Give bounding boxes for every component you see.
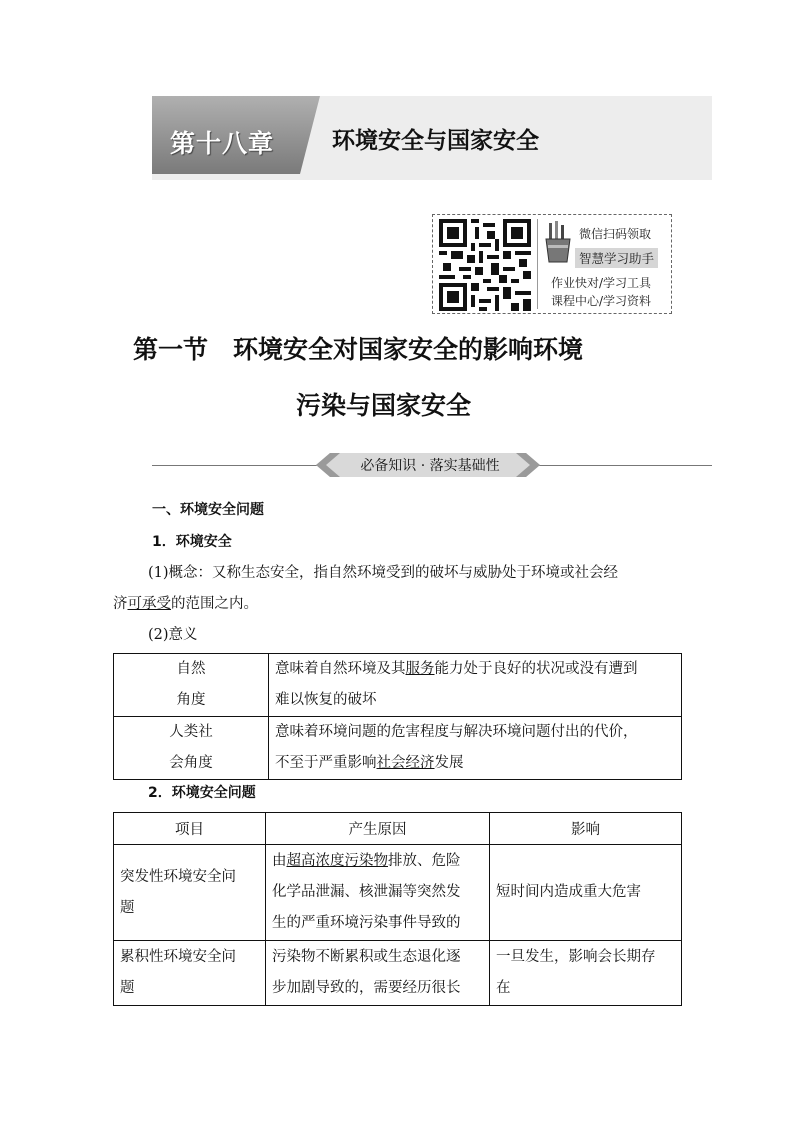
section-title-line2: 污染与国家安全 xyxy=(296,391,472,420)
qr-panel[interactable] xyxy=(432,214,672,314)
qr-line-tools: 作业快对/学习工具 xyxy=(551,276,652,290)
chapter-label: 第十八章 xyxy=(170,129,275,158)
issue-cause-sudden: 由超高浓度污染物排放、危险 化学品泄漏、核泄漏等突然发 生的严重环境污染事件导致的 xyxy=(266,845,490,941)
chapter-banner xyxy=(152,96,712,180)
issue-effect-cumulative: 一旦发生，影响会长期存 在 xyxy=(490,941,682,1006)
table-row xyxy=(114,717,682,780)
issue-cause-cumulative: 污染物不断累积或生态退化逐 步加剧导致的，需要经历很长 xyxy=(266,941,490,1006)
qr-code-icon[interactable] xyxy=(439,219,531,311)
concept-line2: 济可承受的范围之内。 xyxy=(113,596,258,612)
table-header-row xyxy=(114,813,682,845)
issues-table xyxy=(113,812,682,1006)
qr-line-scan: 微信扫码领取 xyxy=(579,227,652,241)
meaning-label-natural: 自然 角度 xyxy=(114,654,269,717)
pencil-cup-icon xyxy=(543,221,573,263)
heading-env-safety-issues: 一、环境安全问题 xyxy=(152,502,264,518)
issue-item-sudden: 突发性环境安全问 题 xyxy=(114,845,266,941)
chapter-tab xyxy=(152,96,320,166)
table-row xyxy=(114,654,682,717)
meaning-text-social: 意味着环境问题的危害程度与解决环境问题付出的代价， 不至于严重影响社会经济发展 xyxy=(269,717,682,780)
meaning-label-social: 人类社 会角度 xyxy=(114,717,269,780)
qr-line-assistant: 智慧学习助手 xyxy=(575,248,658,268)
section-title-line1: 第一节 环境安全对国家安全的影响环境 xyxy=(133,335,584,364)
table-row xyxy=(114,845,682,941)
header-effect: 影响 xyxy=(490,813,682,845)
subheading-env-issues: 2．环境安全问题 xyxy=(148,785,256,801)
meaning-table xyxy=(113,653,682,780)
issue-effect-sudden: 短时间内造成重大危害 xyxy=(490,845,682,941)
meaning-text-natural: 意味着自然环境及其服务能力处于良好的状况或没有遭到 难以恢复的破坏 xyxy=(269,654,682,717)
qr-line-courses: 课程中心/学习资料 xyxy=(551,294,652,308)
header-cause: 产生原因 xyxy=(266,813,490,845)
subheading-env-safety: 1．环境安全 xyxy=(152,534,232,550)
header-item: 项目 xyxy=(114,813,266,845)
table-row xyxy=(114,941,682,1006)
chapter-title: 环境安全与国家安全 xyxy=(332,127,539,154)
qr-divider xyxy=(537,219,538,309)
issue-item-cumulative: 累积性环境安全问 题 xyxy=(114,941,266,1006)
concept-line1: (1)概念：又称生态安全，指自然环境受到的破坏与威胁处于环境或社会经 xyxy=(148,565,619,581)
subheading-meaning: (2)意义 xyxy=(148,627,198,643)
divider-label: 必备知识 · 落实基础性 xyxy=(360,458,500,474)
